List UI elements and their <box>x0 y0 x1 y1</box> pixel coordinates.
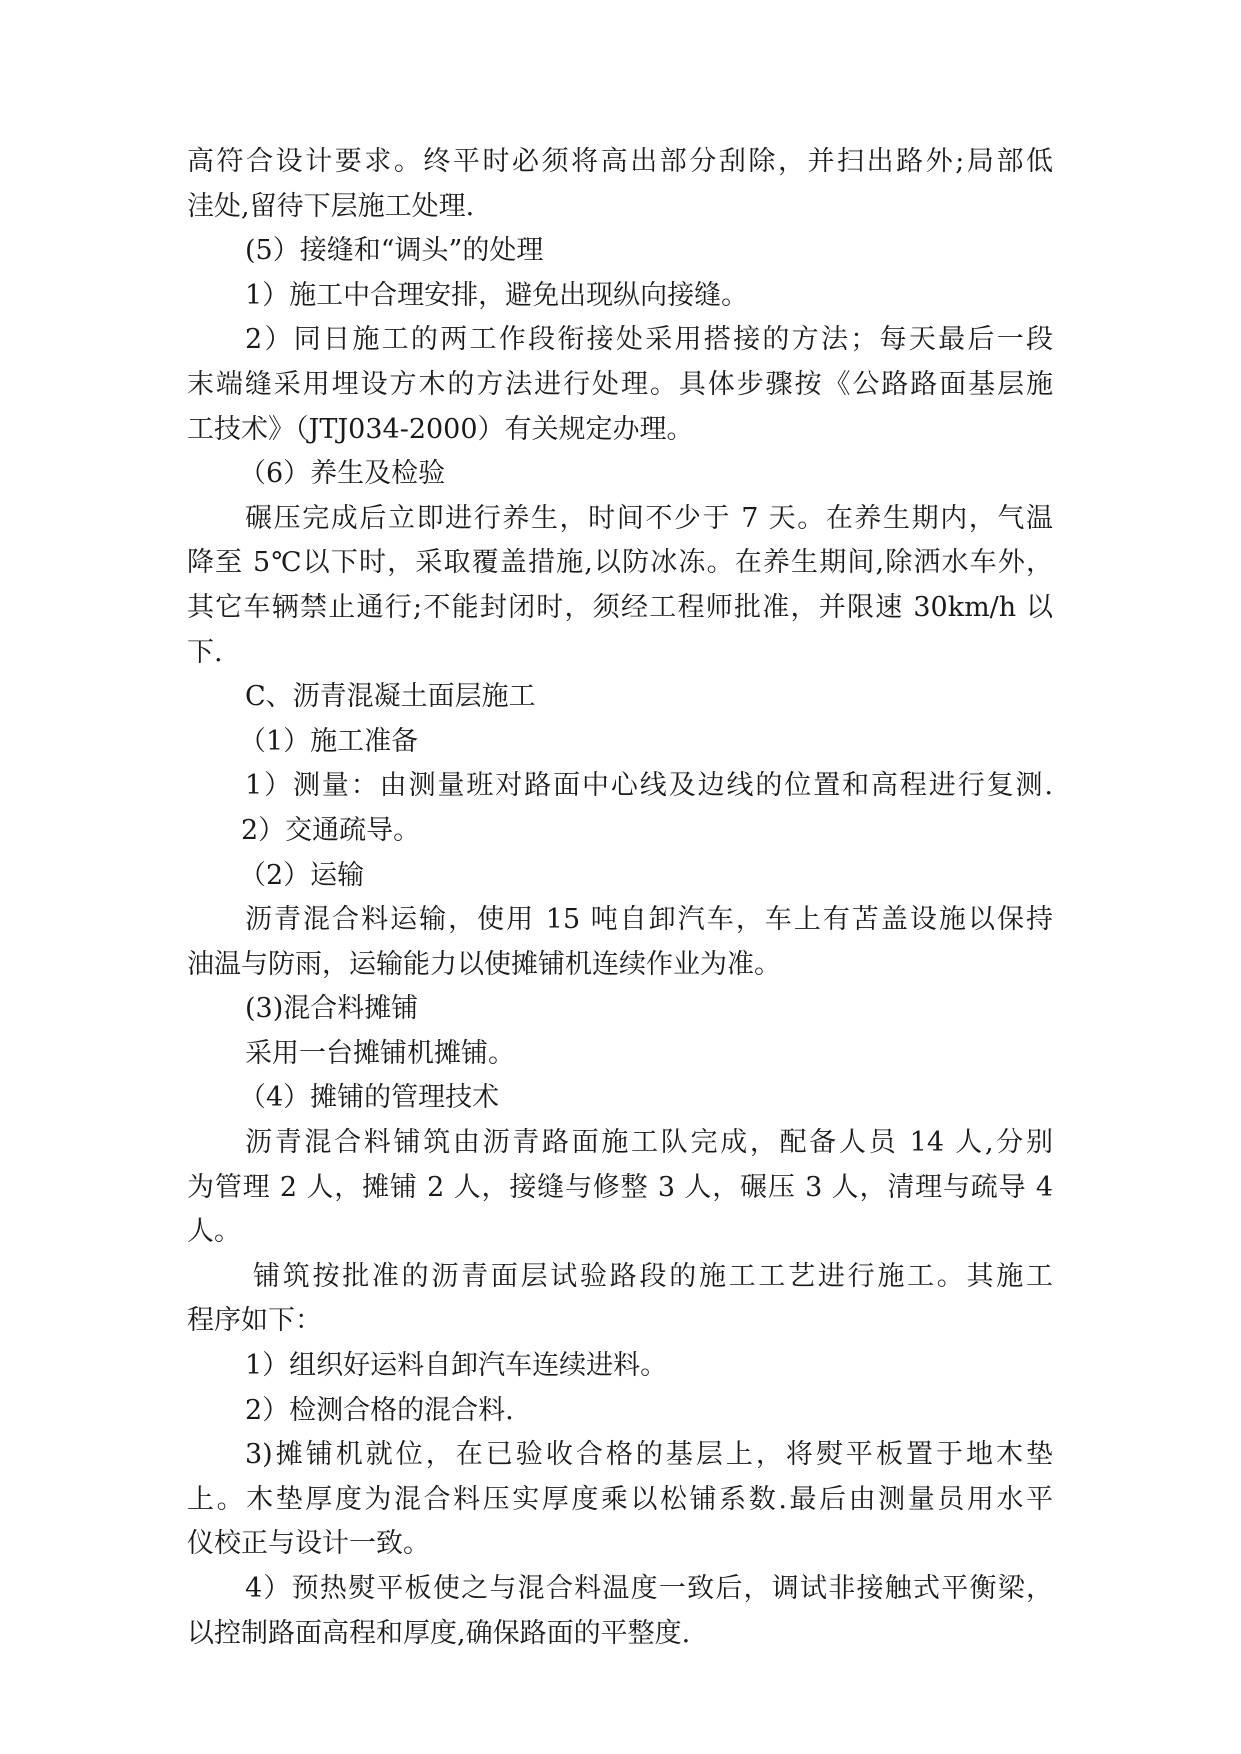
text-line: 仪校正与设计一致。 <box>187 1528 430 1560</box>
text-line: 工技术》（JTJ034-2000）有关规定办理。 <box>187 413 694 445</box>
text-line: 为管理 2 人，摊铺 2 人，接缝与修整 3 人，碾压 3 人，清理与疏导 4 <box>187 1171 1053 1203</box>
text-line: 1）组织好运料自卸汽车连续进料。 <box>245 1350 668 1382</box>
text-line: 末端缝采用埋设方木的方法进行处理。具体步骤按《公路路面基层施 <box>187 368 1053 400</box>
text-line: 采用一台摊铺机摊铺。 <box>245 1037 515 1069</box>
text-line: 2）交通疏导。 <box>241 814 421 846</box>
text-line: 油温与防雨，运输能力以使摊铺机连续作业为准。 <box>187 948 781 980</box>
text-line: 沥青混合料运输，使用 15 吨自卸汽车，车上有苫盖设施以保持 <box>245 904 1053 936</box>
text-line: 沥青混合料铺筑由沥青路面施工队完成，配备人员 14 人,分别 <box>245 1127 1053 1159</box>
section-heading: (3)混合料摊铺 <box>245 993 419 1025</box>
text-line: 其它车辆禁止通行;不能封闭时，须经工程师批准，并限速 30km/h 以 <box>187 591 1053 623</box>
body-text <box>187 140 1053 1656</box>
text-line: 降至 5℃以下时，采取覆盖措施,以防冰冻。在养生期间,除洒水车外， <box>187 547 1053 579</box>
section-heading: （4）摊铺的管理技术 <box>239 1082 500 1114</box>
text-line: 下. <box>187 636 223 668</box>
text-line: 1）测量：由测量班对路面中心线及边线的位置和高程进行复测. <box>245 770 1053 802</box>
text-line: 2）同日施工的两工作段衔接处采用搭接的方法；每天最后一段 <box>245 324 1053 356</box>
text-line: 洼处,留待下层施工处理. <box>187 190 475 222</box>
text-line: 高符合设计要求。终平时必须将高出部分刮除，并扫出路外;局部低 <box>187 146 1053 177</box>
text-line: 1）施工中合理安排，避免出现纵向接缝。 <box>245 279 749 311</box>
text-line: 4）预热熨平板使之与混合料温度一致后，调试非接触式平衡梁， <box>245 1573 1053 1604</box>
text-line: 上。木垫厚度为混合料压实厚度乘以松铺系数.最后由测量员用水平 <box>187 1483 1053 1515</box>
text-line: 人。 <box>187 1216 241 1248</box>
section-heading: （1）施工准备 <box>239 725 419 757</box>
section-heading: (5）接缝和“调头”的处理 <box>245 235 544 267</box>
section-heading: （6）养生及检验 <box>239 458 446 490</box>
text-line: 2）检测合格的混合料. <box>245 1394 514 1426</box>
text-line: 铺筑按批准的沥青面层试验路段的施工工艺进行施工。其施工 <box>253 1260 1053 1292</box>
section-heading: C、沥青混凝土面层施工 <box>245 681 536 713</box>
text-line: 以控制路面高程和厚度,确保路面的平整度. <box>187 1617 691 1649</box>
text-line: 3)摊铺机就位，在已验收合格的基层上，将熨平板置于地木垫 <box>245 1439 1053 1471</box>
text-line: 程序如下： <box>187 1305 322 1337</box>
text-line: 碾压完成后立即进行养生，时间不少于 7 天。在养生期内，气温 <box>245 502 1053 534</box>
section-heading: （2）运输 <box>239 859 365 891</box>
